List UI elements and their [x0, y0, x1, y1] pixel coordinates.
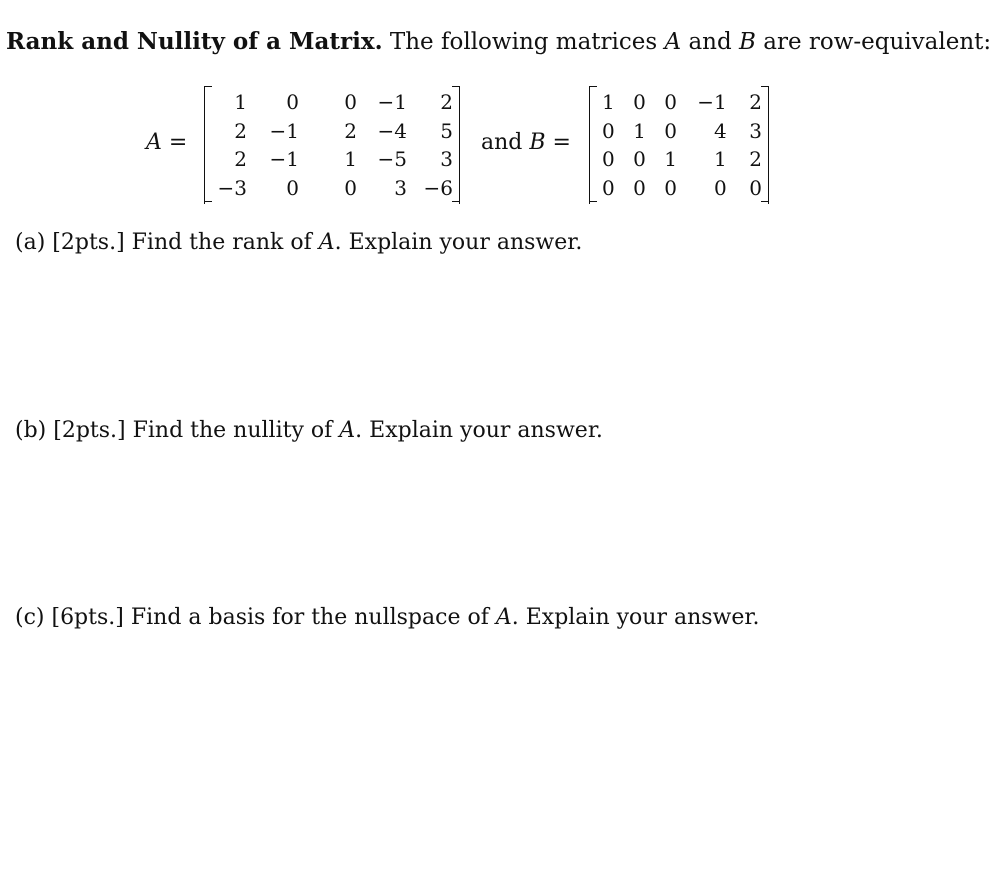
matrix-b-row	[594, 145, 762, 174]
matrix-a	[204, 86, 460, 204]
matrix-b-cell: 0	[749, 175, 762, 200]
matrix-a-cell: 5	[440, 118, 453, 143]
question-a-var: A	[318, 230, 335, 255]
matrix-a-cell: −3	[217, 175, 247, 200]
matrix-b-var: B	[529, 130, 546, 155]
matrix-b-cell: 0	[602, 147, 615, 171]
matrix-b-table	[594, 88, 762, 202]
question-b-var: A	[339, 418, 356, 443]
matrix-a-row	[209, 117, 453, 146]
matrix-a-label	[146, 130, 187, 155]
matrix-b-cell: 0	[664, 118, 677, 143]
title-var-a: A	[664, 29, 682, 55]
title-text-2: and	[681, 29, 740, 55]
matrix-b-cell: 3	[749, 118, 762, 143]
matrix-a-cell: 0	[344, 90, 357, 114]
matrix-b-cell: 2	[749, 90, 762, 114]
matrix-a-cell: 2	[440, 90, 453, 114]
matrix-a-cell: −1	[269, 147, 299, 171]
matrix-a-cell: 2	[234, 118, 247, 143]
matrix-a-row	[209, 174, 453, 203]
matrix-a-cell: −1	[269, 118, 299, 143]
matrix-b-cell: 1	[633, 118, 646, 143]
question-c	[15, 605, 760, 630]
matrix-b-label	[481, 130, 571, 155]
matrix-b-cell: 2	[749, 147, 762, 171]
title-var-b: B	[739, 29, 756, 55]
matrix-a-cell: −1	[377, 90, 407, 114]
matrix-b-row	[594, 88, 762, 117]
question-b	[15, 418, 603, 443]
matrix-a-cell: 2	[234, 147, 247, 171]
matrix-a-cell: 3	[394, 175, 407, 200]
matrix-a-cell: 0	[286, 90, 299, 114]
question-a-suffix: . Explain your answer.	[334, 230, 583, 255]
matrix-b-cell: 0	[664, 90, 677, 114]
title-text-1: The following matrices	[382, 29, 665, 55]
question-a	[15, 230, 582, 255]
matrix-a-cell: 0	[344, 175, 357, 200]
matrix-a-row	[209, 145, 453, 174]
matrix-a-cell: −5	[377, 147, 407, 171]
matrix-b	[589, 86, 769, 204]
question-b-prefix: (b) [2pts.] Find the nullity of	[15, 418, 340, 443]
question-c-prefix: (c) [6pts.] Find a basis for the nullspace of	[15, 605, 496, 630]
matrix-b-cell: −1	[697, 90, 727, 114]
matrix-a-cell: 0	[286, 175, 299, 200]
matrix-b-cell: 1	[602, 90, 615, 114]
matrix-b-cell: 0	[602, 118, 615, 143]
matrix-a-label-text: A =	[146, 130, 188, 155]
matrix-b-cell: 0	[633, 175, 646, 200]
question-a-prefix: (a) [2pts.] Find the rank of	[15, 230, 319, 255]
matrix-a-cell: −6	[423, 175, 453, 200]
matrix-b-cell: 0	[664, 175, 677, 200]
matrix-b-cell: 4	[713, 118, 727, 143]
matrix-a-cell: 3	[440, 147, 453, 171]
matrix-b-cell: 1	[713, 147, 727, 171]
matrix-a-row	[209, 88, 453, 117]
matrix-a-cell: −4	[377, 118, 407, 143]
problem-title	[6, 28, 991, 55]
question-c-var: A	[495, 605, 512, 630]
and-text: and	[481, 130, 530, 155]
matrix-b-cell: 0	[633, 90, 646, 114]
matrix-b-cell: 0	[633, 147, 646, 171]
matrix-b-cell: 1	[664, 147, 677, 171]
matrix-equation	[0, 86, 934, 204]
question-b-suffix: . Explain your answer.	[355, 418, 603, 443]
matrix-b-eq: =	[545, 130, 571, 155]
question-c-suffix: . Explain your answer.	[511, 605, 760, 630]
matrix-a-cell: 1	[234, 90, 247, 114]
title-bold: Rank and Nullity of a Matrix.	[6, 28, 383, 55]
matrix-b-cell: 0	[713, 175, 727, 200]
matrix-b-cell: 0	[602, 175, 615, 200]
title-text-3: are row-equivalent:	[755, 29, 991, 55]
matrix-b-row	[594, 174, 762, 203]
matrix-a-cell: 2	[344, 118, 357, 143]
matrix-b-row	[594, 117, 762, 146]
matrix-a-cell: 1	[344, 147, 357, 171]
matrix-a-table	[209, 88, 453, 202]
